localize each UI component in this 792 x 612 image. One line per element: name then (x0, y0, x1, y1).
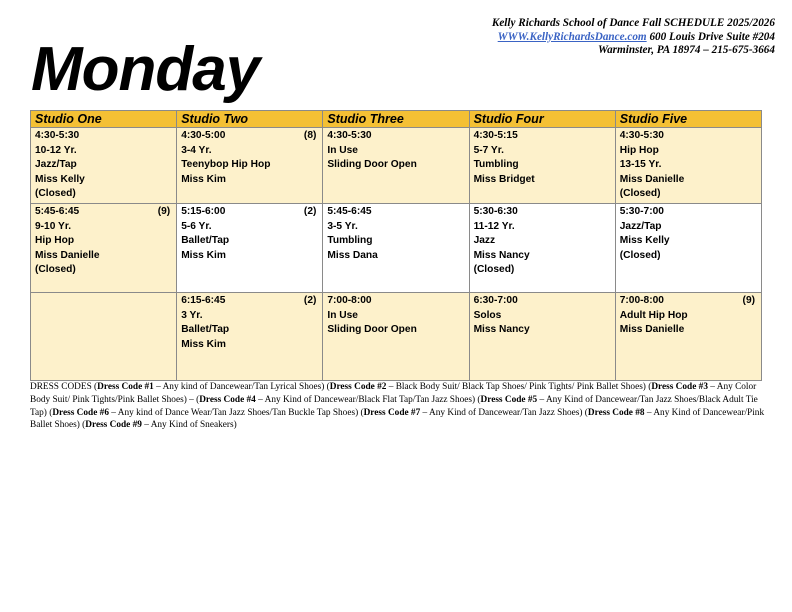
studio-header: Studio Five (615, 111, 761, 128)
class-detail: 3-4 Yr. (181, 144, 212, 156)
schedule-row (31, 203, 762, 292)
class-detail: Solos (473, 309, 502, 321)
class-detail: 6:15-6:45 (181, 294, 226, 306)
class-cell (615, 292, 761, 380)
school-name: Kelly Richards School of Dance Fall SCHEDULE 2025/2026 (491, 17, 775, 29)
class-detail: Sliding Door Open (327, 159, 417, 171)
class-detail: 5:15-6:00 (181, 205, 226, 217)
class-detail: Adult Hip Hop (619, 309, 688, 321)
class-detail: 3-5 Yr. (327, 220, 358, 232)
class-detail: Teenybop Hip Hop (181, 159, 271, 171)
dress-code-description: – Black Body Suit/ Black Tap Shoes/ Pink Tights/ Pink Ballet Shoes) ( (386, 382, 652, 392)
dress-codes (30, 381, 766, 432)
class-detail: 9-10 Yr. (35, 220, 72, 232)
website-line (492, 31, 775, 45)
address-line-1: 600 Louis Drive Suite #204 (646, 30, 775, 43)
class-detail: Hip Hop (619, 144, 659, 156)
class-cell (469, 128, 615, 204)
dress-code-label: Dress Code #2 (329, 382, 387, 392)
class-detail: 10-12 Yr. (35, 144, 77, 156)
class-cell (31, 128, 177, 204)
class-detail: Tumbling (327, 235, 373, 247)
dress-code-description: – Any Kind of Dancewear/Tan Jazz Shoes) ( (420, 407, 588, 418)
studio-header: Studio One (31, 111, 177, 128)
class-detail: (Closed) (619, 188, 661, 200)
dress-code-description: – Any kind of Dance Wear/Tan Jazz Shoes/Tan Buckle Tap Shoes) ( (108, 407, 364, 418)
dress-code-label: Dress Code #3 (651, 382, 708, 392)
class-detail: (Closed) (473, 264, 515, 276)
class-detail: Miss Kelly (619, 235, 670, 247)
enrollment-count: (8) (303, 130, 317, 141)
studio-header: Studio Two (177, 111, 323, 128)
class-detail: 4:30-5:30 (35, 130, 80, 141)
class-detail: Sliding Door Open (327, 324, 417, 336)
class-detail: Miss Bridget (473, 173, 535, 185)
enrollment-count: (2) (303, 205, 317, 217)
website-link[interactable]: WWW.KellyRichardsDance.com (497, 30, 647, 43)
page-title: Monday (31, 35, 260, 104)
class-detail: Miss Dana (327, 249, 378, 261)
class-detail: 7:00-8:00 (619, 294, 664, 306)
class-detail: Miss Nancy (473, 249, 530, 261)
school-header (492, 17, 775, 58)
class-detail: 5:45-6:45 (327, 205, 372, 217)
class-detail: Tumbling (473, 159, 519, 171)
dress-code-label: Dress Code #5 (480, 394, 538, 405)
enrollment-count: (9) (742, 294, 755, 306)
class-detail: Jazz/Tap (35, 159, 77, 171)
class-detail: 7:00-8:00 (327, 294, 372, 306)
class-detail: 4:30-5:30 (619, 130, 664, 141)
class-detail: Jazz (473, 235, 496, 247)
dress-code-description: – Any Kind of Dancewear/Pink Ballet Shoes) ( (30, 407, 765, 431)
studio-header-row (31, 111, 762, 128)
class-detail: Jazz/Tap (619, 220, 662, 232)
dress-code-description: – Any Kind of Dancewear/Tan Jazz Shoes/Black Adult Tie Tap) ( (30, 394, 758, 418)
class-cell (177, 292, 323, 380)
class-detail: 5-6 Yr. (181, 220, 212, 232)
class-cell (323, 128, 469, 204)
dress-code-description: – Any kind of Dancewear/Tan Lyrical Shoes) ( (153, 382, 330, 392)
dress-code-label: Dress Code #6 (52, 407, 109, 418)
dress-code-description: – Any Kind of Sneakers) (141, 420, 237, 431)
class-detail: 5:30-6:30 (473, 205, 518, 217)
class-detail: 11-12 Yr. (473, 220, 515, 232)
dress-code-label: Dress Code #4 (199, 394, 256, 405)
studio-header: Studio Three (323, 111, 469, 128)
dress-codes-prefix: DRESS CODES ( (30, 382, 98, 392)
class-detail: Miss Danielle (619, 324, 685, 336)
class-detail: Ballet/Tap (181, 324, 230, 336)
class-detail: 3 Yr. (181, 309, 203, 321)
class-cell (31, 292, 177, 380)
class-detail: In Use (327, 144, 358, 156)
class-detail: In Use (327, 309, 358, 321)
class-detail: (Closed) (619, 249, 661, 261)
class-detail: Miss Danielle (35, 249, 100, 261)
class-detail: Miss Kim (181, 173, 226, 185)
class-detail: 6:30-7:00 (473, 294, 518, 306)
dress-code-description: – Any Color Body Suit/ Pink Tights/Pink Ballet Shoes) – ( (30, 382, 757, 405)
class-cell (177, 203, 323, 292)
class-detail: Miss Danielle (619, 173, 685, 185)
class-detail: 5-7 Yr. (473, 144, 504, 156)
class-detail: Miss Kim (181, 338, 226, 350)
class-detail: 13-15 Yr. (619, 159, 662, 171)
address-line-2: Warminster, PA 18974 – 215-675-3664 (597, 44, 775, 56)
class-cell (177, 128, 323, 204)
studio-header: Studio Four (469, 111, 615, 128)
class-cell (323, 292, 469, 380)
class-detail: (Closed) (35, 264, 76, 276)
class-detail: (Closed) (35, 188, 76, 200)
enrollment-count: (9) (157, 205, 171, 217)
class-cell (469, 203, 615, 292)
class-detail: Miss Kim (181, 249, 226, 261)
class-cell (323, 203, 469, 292)
dress-code-label: Dress Code #8 (587, 407, 645, 418)
enrollment-count: (2) (303, 294, 317, 306)
dress-code-label: Dress Code #9 (85, 420, 142, 431)
schedule-table (30, 110, 762, 381)
class-cell (469, 292, 615, 380)
class-detail: Ballet/Tap (181, 235, 230, 247)
schedule-row (31, 292, 762, 380)
class-detail: 4:30-5:15 (473, 130, 518, 141)
class-detail: 5:30-7:00 (619, 205, 664, 217)
class-detail: Hip Hop (35, 235, 75, 247)
schedule-row (31, 128, 762, 204)
class-detail: Miss Kelly (35, 173, 85, 185)
class-detail: Miss Nancy (473, 324, 530, 336)
class-detail: 5:45-6:45 (35, 205, 80, 217)
class-detail: 4:30-5:30 (327, 130, 372, 141)
dress-code-description: – Any Kind of Dancewear/Black Flat Tap/Tan Jazz Shoes) ( (255, 394, 481, 405)
class-cell (615, 128, 761, 204)
dress-code-label: Dress Code #7 (363, 407, 421, 418)
class-cell (31, 203, 177, 292)
class-detail: 4:30-5:00 (181, 130, 226, 141)
class-cell (615, 203, 761, 292)
dress-code-label: Dress Code #1 (97, 382, 154, 392)
